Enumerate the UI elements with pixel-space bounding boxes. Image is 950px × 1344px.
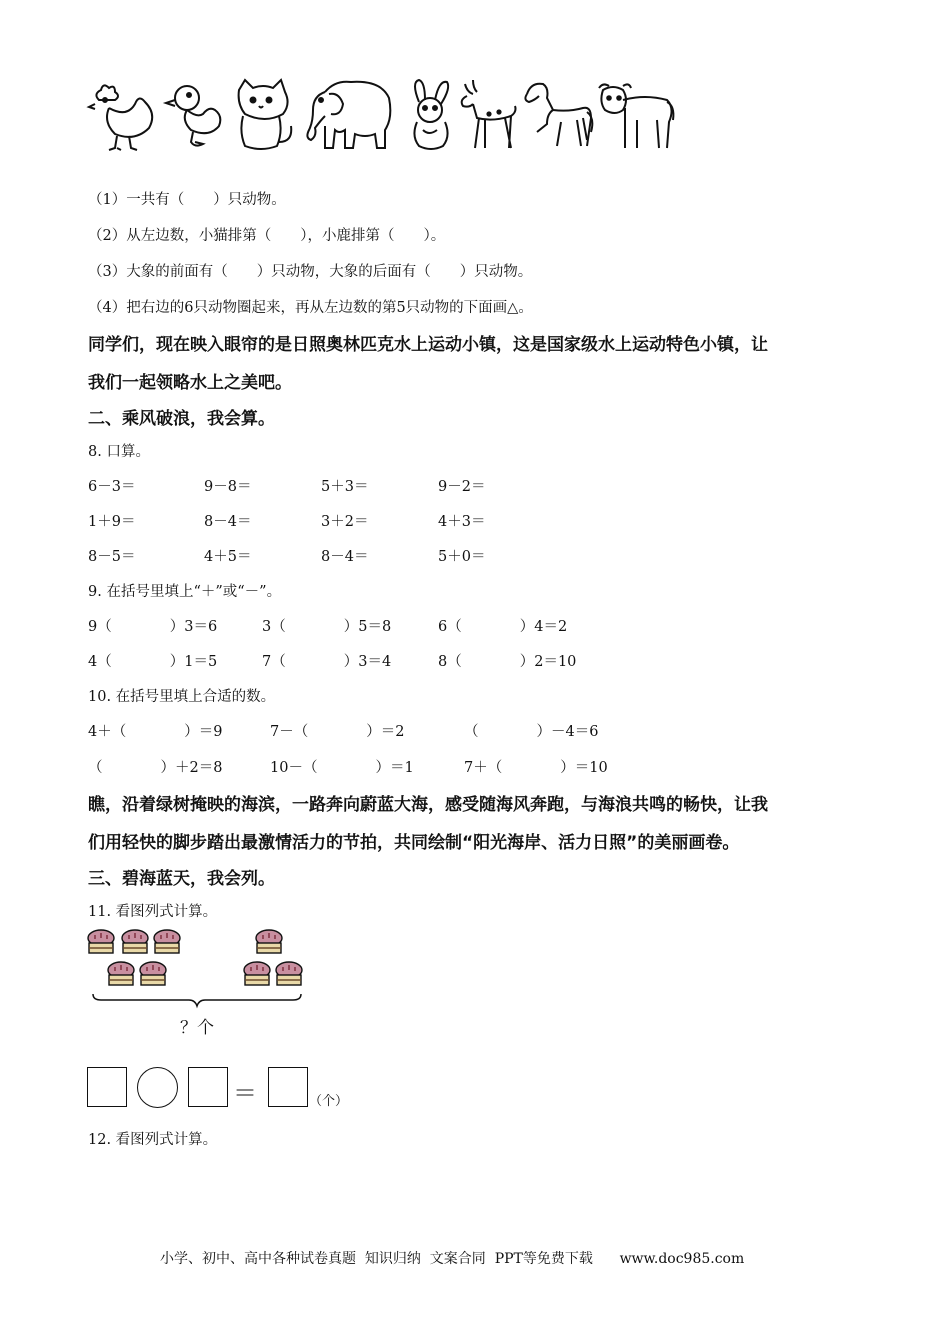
q9-cell: 3（ ）5＝8 xyxy=(262,619,392,635)
answer-box-1[interactable] xyxy=(87,1067,127,1107)
q11-cake-illustration xyxy=(85,925,315,995)
q8-cell: 6－3＝ xyxy=(88,479,136,495)
q11-brace-label: ？个 xyxy=(180,1018,214,1038)
section-2-heading: 二、乘风破浪，我会算。 xyxy=(88,409,275,429)
q8-title: 8. 口算。 xyxy=(88,444,150,460)
cake-icon xyxy=(151,929,183,959)
horse-icon xyxy=(523,80,593,154)
rabbit-icon xyxy=(403,78,459,152)
q8-cell: 1＋9＝ xyxy=(88,514,136,530)
q8-cell: 8－4＝ xyxy=(321,549,369,565)
q7-item-4: （4）把右边的6只动物圈起来，再从左边数的第5只动物的下面画△。 xyxy=(88,300,533,316)
q9-cell: 9（ ）3＝6 xyxy=(88,619,218,635)
cake-icon xyxy=(241,961,273,991)
q10-cell: （ ）－4＝6 xyxy=(464,724,599,740)
q10-cell: 4＋（ ）＝9 xyxy=(88,724,223,740)
q8-cell: 9－8＝ xyxy=(204,479,252,495)
q11-brace xyxy=(92,993,304,1009)
q8-cell: 5＋3＝ xyxy=(321,479,369,495)
unit-label: （个） xyxy=(309,1094,349,1109)
q7-item-3: （3）大象的前面有（ ）只动物，大象的后面有（ ）只动物。 xyxy=(88,264,533,280)
chicken-icon xyxy=(87,78,157,152)
cake-icon xyxy=(119,929,151,959)
cake-icon xyxy=(273,961,305,991)
equals-sign: ＝ xyxy=(233,1079,257,1107)
q8-cell: 4＋3＝ xyxy=(438,514,486,530)
cake-icon xyxy=(105,961,137,991)
cake-icon xyxy=(85,929,117,959)
operator-circle[interactable] xyxy=(137,1067,178,1108)
intro-paragraph-2-line-2: 们用轻快的脚步踏出最激情活力的节拍，共同绘制“阳光海岸、活力日照”的美丽画卷。 xyxy=(88,833,740,853)
q10-cell: 7＋（ ）＝10 xyxy=(464,760,608,776)
q8-cell: 8－4＝ xyxy=(204,514,252,530)
q9-cell: 7（ ）3＝4 xyxy=(262,654,392,670)
q8-cell: 3＋2＝ xyxy=(321,514,369,530)
duck-icon xyxy=(165,80,227,154)
deer-icon xyxy=(457,78,521,152)
q9-title: 9. 在括号里填上“＋”或“－”。 xyxy=(88,584,282,600)
cake-icon xyxy=(253,929,285,959)
q9-cell: 6（ ）4＝2 xyxy=(438,619,568,635)
q7-item-2: （2）从左边数，小猫排第（ ），小鹿排第（ ）。 xyxy=(88,228,446,244)
q11-title: 11. 看图列式计算。 xyxy=(88,904,218,920)
q8-cell: 8－5＝ xyxy=(88,549,136,565)
answer-box-2[interactable] xyxy=(188,1067,228,1107)
q8-cell: 9－2＝ xyxy=(438,479,486,495)
cow-icon xyxy=(595,80,677,154)
intro-paragraph-2-line-1: 瞧，沿着绿树掩映的海滨，一路奔向蔚蓝大海，感受随海风奔跑，与海浪共鸣的畅快，让我 xyxy=(88,795,768,815)
q10-cell: （ ）＋2＝8 xyxy=(88,760,223,776)
q9-cell: 4（ ）1＝5 xyxy=(88,654,218,670)
elephant-icon xyxy=(303,78,395,152)
q7-item-1: （1）一共有（ ）只动物。 xyxy=(88,192,286,208)
q8-cell: 5＋0＝ xyxy=(438,549,486,565)
animals-row xyxy=(85,78,685,154)
q10-cell: 7－（ ）＝2 xyxy=(270,724,405,740)
q10-title: 10. 在括号里填上合适的数。 xyxy=(88,689,276,705)
q9-cell: 8（ ）2＝10 xyxy=(438,654,577,670)
cake-icon xyxy=(137,961,169,991)
intro-paragraph-1-line-1: 同学们，现在映入眼帘的是日照奥林匹克水上运动小镇，这是国家级水上运动特色小镇，让 xyxy=(88,335,768,355)
page-footer: 小学、初中、高中各种试卷真题 知识归纳 文案合同 PPT等免费下载 www.doc985.com xyxy=(160,1251,745,1267)
intro-paragraph-1-line-2: 我们一起领略水上之美吧。 xyxy=(88,373,292,393)
q8-cell: 4＋5＝ xyxy=(204,549,252,565)
cat-icon xyxy=(233,80,295,154)
q12-title: 12. 看图列式计算。 xyxy=(88,1132,218,1148)
answer-box-result[interactable] xyxy=(268,1067,308,1107)
q10-cell: 10－（ ）＝1 xyxy=(270,760,414,776)
section-3-heading: 三、碧海蓝天，我会列。 xyxy=(88,869,275,889)
